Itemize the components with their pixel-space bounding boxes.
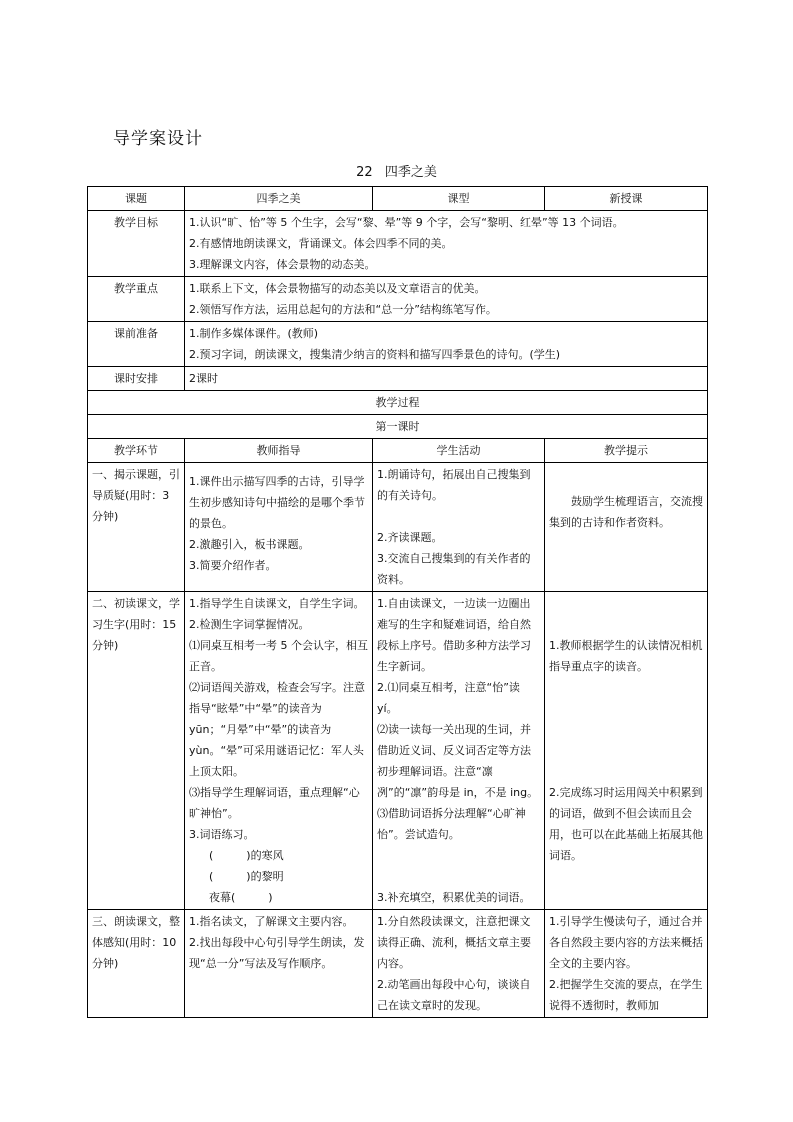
tip-line: 1.教师根据学生的认读情况相机指导重点字的读音。: [549, 639, 703, 673]
activity-line: ⑵读一读每一关出现的生词，并借助近义词、反义词否定等方法初步理解词语。注意“凛冽”的“凛”韵母是 in，不是 ing。: [377, 723, 539, 799]
guidance-line: ⑶指导学生理解词语，重点理解“心旷神怡”。: [189, 786, 360, 820]
activity-line: 3.补充填空，积累优美的词语。: [377, 891, 531, 904]
student-activity: [373, 910, 545, 1018]
teaching-tips: [545, 910, 708, 1018]
column-header: 教师指导: [185, 439, 373, 463]
teaching-tips: [545, 592, 708, 910]
type-value: 新授课: [545, 187, 708, 211]
guidance-line: ⑵词语闯关游戏，检查会写字。注意指导“眩晕”中“晕”的读音为 yūn；“月晕”中“晕”的读音为 yùn。“晕”可采用谜语记忆：军人头上顶太阳。: [189, 681, 365, 778]
focus-item: 1.联系上下文，体会景物描写的动态美以及文章语言的优美。: [189, 282, 486, 295]
prep-item: 1.制作多媒体课件。(教师): [189, 327, 319, 340]
prep-row: [88, 322, 708, 367]
student-activity: [373, 463, 545, 592]
spacer: [377, 506, 540, 527]
activity-line: 2.⑴同桌互相考，注意“怡”读 yí。: [377, 681, 520, 715]
activity-line: 2.齐读课题。: [377, 531, 443, 544]
tip-line: 1.引导学生慢读句子，通过合并各自然段主要内容的方法来概括全文的主要内容。: [549, 915, 703, 970]
schedule-value: 2课时: [185, 367, 708, 391]
activity-line: 1.朗诵诗句，拓展出自己搜集到的有关诗句。: [377, 468, 531, 502]
prep-label: 课前准备: [88, 322, 185, 367]
guidance-line: 3.简要介绍作者。: [189, 559, 277, 572]
activity-line: 3.交流自己搜集到的有关作者的资料。: [377, 552, 531, 586]
spacer: [549, 740, 703, 761]
process-heading: 教学过程: [88, 391, 708, 415]
stage-name: 三、朗读课文，整体感知(用时：10 分钟): [88, 910, 185, 1018]
lesson-number: 22: [356, 165, 373, 180]
prep-content: [185, 322, 708, 367]
fill-blank: 夜幕( ): [209, 891, 273, 904]
process-row: [88, 391, 708, 415]
lesson-plan-table: [87, 186, 708, 1018]
table-row: [88, 463, 708, 592]
focus-row: [88, 277, 708, 322]
tip-line: 鼓励学生梳理语言，交流搜集到的古诗和作者资料。: [549, 495, 703, 529]
column-header: 学生活动: [373, 439, 545, 463]
student-activity: [373, 592, 545, 910]
guidance-line: 1.指导学生自读课文，自学生字词。: [189, 597, 365, 610]
column-header: 教学环节: [88, 439, 185, 463]
spacer: [549, 719, 703, 740]
teaching-tips: [545, 463, 708, 592]
guidance-line: 2.找出每段中心句引导学生朗读，发现“总一分”写法及写作顺序。: [189, 936, 365, 970]
spacer: [549, 761, 703, 782]
guidance-line: 2.检测生字词掌握情况。: [189, 618, 310, 631]
goal-item: 1.认识“旷、怡”等 5 个生字，会写“黎、晕”等 9 个字，会写“黎明、红晕”等 13 个词语。: [189, 216, 624, 229]
teacher-guidance: [185, 463, 373, 592]
goals-label: 教学目标: [88, 211, 185, 277]
topic-label: 课题: [88, 187, 185, 211]
activity-line: 1.分自然段读课文，注意把课文读得正确、流利，概括文章主要内容。: [377, 915, 531, 970]
tip-line: 2.完成练习时运用闯关中积累到的词语，做到不但会读而且会用，也可以在此基础上拓展其他词语。: [549, 786, 703, 862]
focus-label: 教学重点: [88, 277, 185, 322]
focus-item: 2.领悟写作方法，运用总起句的方法和“总一分”结构练笔写作。: [189, 303, 497, 316]
goals-row: [88, 211, 708, 277]
prep-item: 2.预习字词，朗读课文，搜集清少纳言的资料和描写四季景色的诗句。(学生): [189, 348, 561, 361]
column-header-row: [88, 439, 708, 463]
topic-row: [88, 187, 708, 211]
table-row: [88, 592, 708, 910]
guidance-line: 1.指名读文，了解课文主要内容。: [189, 915, 354, 928]
activity-line: 1.自由读课文，一边读一边圈出难写的生字和疑难词语，给自然段标上序号。借助多种方法学习生字新词。: [377, 597, 531, 673]
schedule-label: 课时安排: [88, 367, 185, 391]
tip-line: 2.把握学生交流的要点，在学生说得不透彻时，教师加: [549, 978, 703, 1012]
stage-name: 一、揭示课题，引导质疑(用时：3 分钟): [88, 463, 185, 592]
spacer: [377, 845, 540, 866]
activity-line: ⑶借助词语拆分法理解“心旷神怡”。尝试造句。: [377, 807, 526, 841]
goal-item: 2.有感情地朗读课文，背诵课文。体会四季不同的美。: [189, 237, 453, 250]
spacer: [549, 593, 703, 614]
table-row: [88, 910, 708, 1018]
period-row: [88, 415, 708, 439]
guidance-line: 1.课件出示描写四季的古诗，引导学生初步感知诗句中描绘的是哪个季节的景色。: [189, 475, 365, 530]
column-header: 教学提示: [545, 439, 708, 463]
spacer: [377, 866, 540, 887]
guidance-line: ⑴同桌互相考一考 5 个会认字，相互正音。: [189, 639, 368, 673]
type-label: 课型: [373, 187, 545, 211]
fill-blank: ( )的黎明: [209, 870, 284, 883]
spacer: [549, 698, 703, 719]
spacer: [549, 614, 703, 635]
guidance-line: 3.词语练习。: [189, 828, 255, 841]
goal-item: 3.理解课文内容，体会景物的动态美。: [189, 258, 376, 271]
document-title: 导学案设计: [113, 129, 203, 149]
guidance-line: 2.激趣引入，板书课题。: [189, 538, 310, 551]
focus-content: [185, 277, 708, 322]
teacher-guidance: [185, 592, 373, 910]
period-heading: 第一课时: [88, 415, 708, 439]
stage-name: 二、初读课文，学习生字(用时：15 分钟): [88, 592, 185, 910]
lesson-name: 四季之美: [384, 165, 437, 180]
lesson-title: [0, 161, 793, 180]
teacher-guidance: [185, 910, 373, 1018]
fill-blank: ( )的寒风: [209, 849, 284, 862]
goals-content: [185, 211, 708, 277]
schedule-row: [88, 367, 708, 391]
spacer: [549, 677, 703, 698]
activity-line: 2.动笔画出每段中心句，谈谈自己在读文章时的发现。: [377, 978, 531, 1012]
topic-value: 四季之美: [185, 187, 373, 211]
